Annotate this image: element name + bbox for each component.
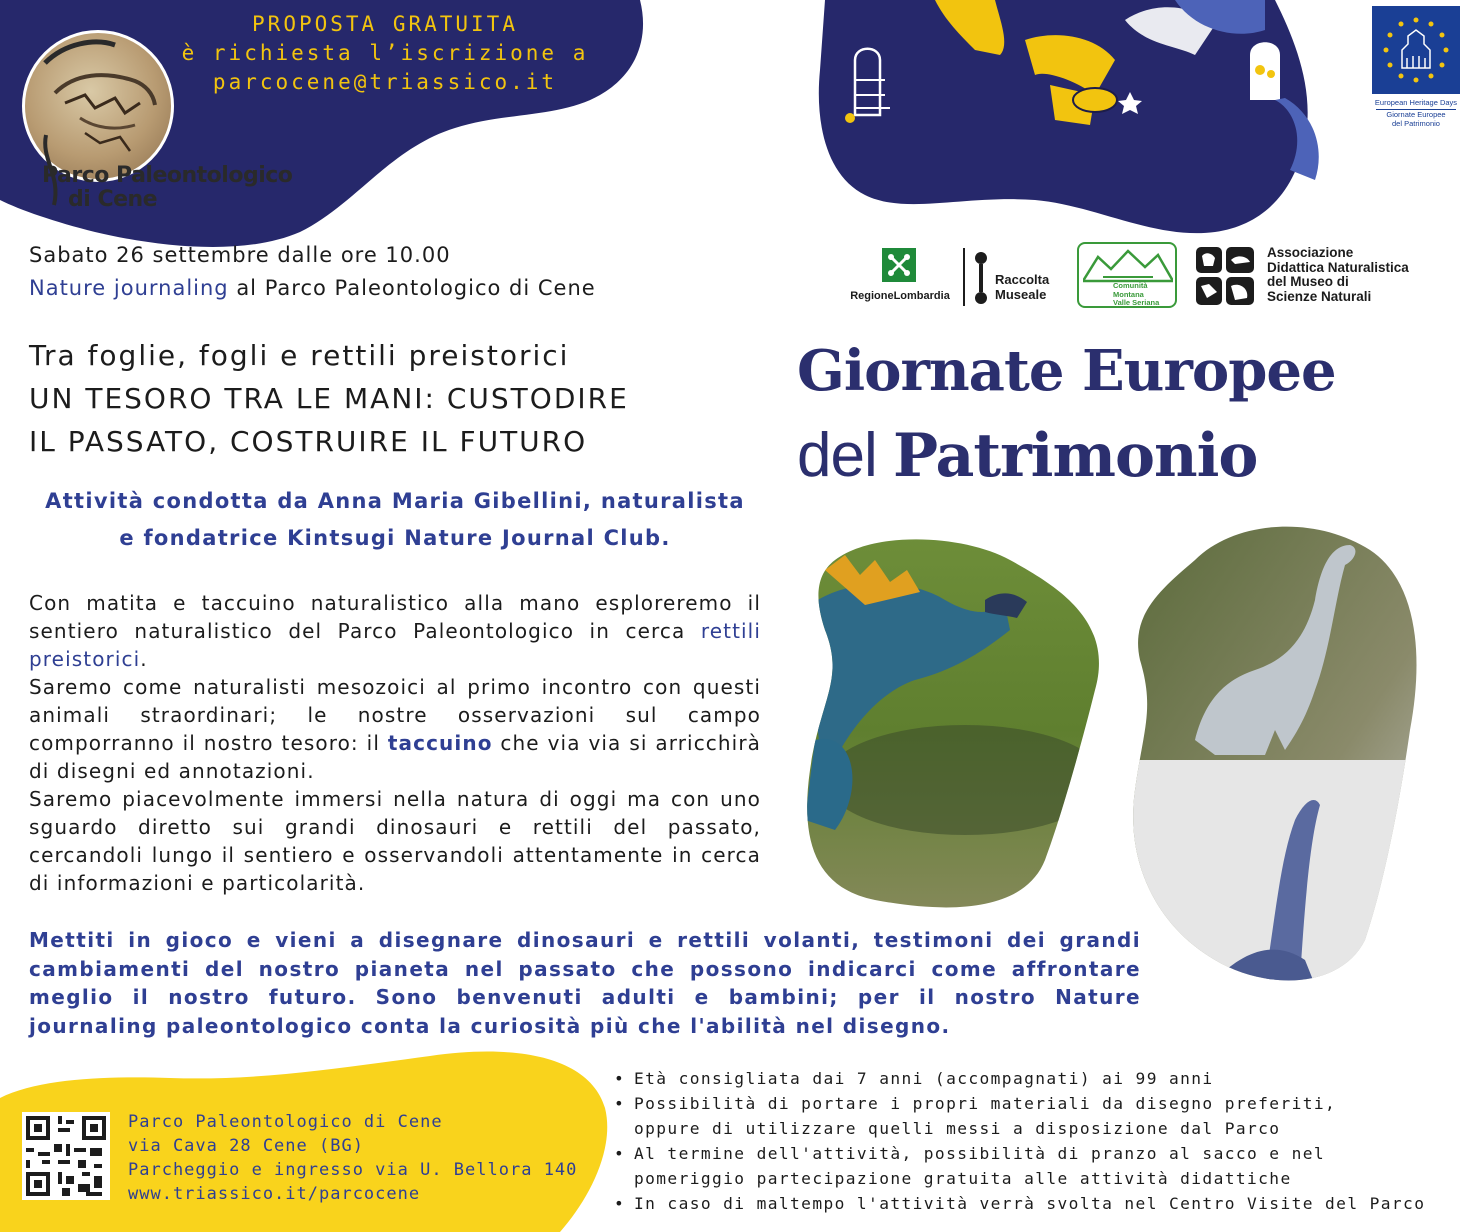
qr-code-icon [22,1112,110,1200]
description [29,589,761,897]
info-item-age: • Età consigliata dai 7 anni (accompagnati) ai 99 anni [612,1066,1462,1091]
promo-title: PROPOSTA GRATUITA [252,12,518,36]
event-date: Sabato 26 settembre dalle ore 10.00 [29,243,451,267]
promo-email[interactable]: parcocene@triassico.it [212,70,558,94]
animal-tiles-icon [1195,246,1255,306]
info-item-materials: • Possibilità di portare i propri materiali da disegno preferiti, [612,1091,1462,1116]
eu-flag-icon [1372,6,1460,94]
venue-name: Parco Paleontologico di Cene [128,1112,443,1132]
conducted-by-line-1: Attività condotta da Anna Maria Gibellini, naturalista [45,489,745,513]
landscape-icon [1083,247,1173,283]
raccolta-label-2: Museale [995,287,1047,302]
comunita-label-2: Montana [1113,289,1144,299]
highlight-taccuino: taccuino [387,731,493,755]
eu-heritage-logo [1368,6,1464,142]
sauropod-photo [1125,520,1435,985]
regione-lombardia-logo [845,242,955,308]
stegosaurus-photo [795,520,1125,940]
dinosaur-photos [795,520,1435,985]
assoc-label-4: Scienze Naturali [1267,288,1372,304]
heritage-days-del: del [797,421,893,490]
conducted-by-line-2: e fondatrice Kintsugi Nature Journal Club. [119,526,671,550]
comunita-label-3: Valle Seriana [1113,298,1160,307]
associazione-logo [1195,244,1465,308]
comunita-label-1: Comunità [1113,281,1148,290]
venue-website[interactable]: www.triassico.it/parcocene [128,1184,421,1204]
promo-subtitle: è richiesta l’iscrizione a [181,41,589,65]
venue-parking: Parcheggio e ingresso via U. Bellora 140 [128,1160,578,1180]
assoc-label-1: Associazione [1267,245,1354,260]
event-title [29,334,769,463]
highlight-rettili: rettili preistorici [29,619,761,671]
description-paragraph-2: Saremo come naturalisti mesozoici al primo incontro con questi animali straordinari; le nostre osservazioni sul campo comporranno il nostro tesoro: il taccuino che via via si arricchirà di disegni ed annotazioni. [29,675,762,783]
heritage-days-title: Giornate Europee [797,338,1336,404]
activity-name: Nature journaling [29,276,229,300]
description-paragraph-1: Con matita e taccuino naturalistico alla mano esploreremo il sentiero naturalistico del Parco Paleontologico in cerca rettili preistorici. [29,591,761,671]
assoc-label-2: Didattica Naturalistica [1267,259,1409,275]
logo-line-1: Parco Paleontologico [42,163,293,188]
title-line-2: UN TESORO TRA LE MANI: CUSTODIRE [29,382,629,415]
heritage-days-subtitle [797,420,1257,491]
info-list [612,1066,1462,1216]
location-text: al Parco Paleontologico di Cene [228,276,596,300]
call-to-action: Mettiti in gioco e vieni a disegnare dinosauri e rettili volanti, testimoni dei grandi cambiamenti del nostro pianeta nel passato che possono indicarci come affrontare meglio il nostro futuro. Sono benvenuti adulti e bambini; per il nostro Nature journaling paleontologico conta la curiosità più che l'abilità nel disegno. [29,928,1141,1038]
info-item-weather: • In caso di maltempo l'attività verrà svolta nel Centro Visite del Parco [612,1191,1462,1216]
conducted-by [29,483,761,557]
venue-street: via Cava 28 Cene (BG) [128,1136,364,1156]
eu-caption-en: European Heritage Days [1374,98,1458,107]
promo-block [150,10,620,97]
title-line-3: IL PASSATO, COSTRUIRE IL FUTURO [29,425,588,458]
regione-label: RegioneLombardia [850,290,950,302]
description-paragraph-3: Saremo piacevolmente immersi nella natura di oggi ma con uno sguardo diretto sui grandi dinosauri e rettili del passato, cercandoli lungo il sentiero e osservandoli attentamente in cerca di informazioni e particolarità. [29,787,761,895]
sponsor-logos [845,242,1465,312]
logo-wordmark [42,164,312,212]
logo-line-2: di Cene [68,187,158,212]
info-item-materials-cont: oppure di utilizzare quelli messi a disposizione dal Parco [634,1119,1281,1138]
lombardia-rose-icon [882,248,916,282]
venue-address [128,1110,577,1206]
title-line-1: Tra foglie, fogli e rettili preistorici [29,339,570,372]
keyhole-icon [973,250,989,306]
assoc-label-3: del Museo di [1267,274,1349,289]
qr-code[interactable] [22,1112,110,1200]
eu-caption-it-1: Giornate Europee [1386,110,1446,119]
comunita-montana-logo [1077,242,1177,308]
raccolta-label-1: Raccolta [995,272,1050,287]
raccolta-museale-logo [973,248,1063,308]
heritage-illustration [795,0,1365,235]
heritage-days-patrimonio: Patrimonio [892,421,1258,491]
eu-caption-it-2: del Patrimonio [1392,119,1440,128]
info-item-lunch: • Al termine dell'attività, possibilità di pranzo al sacco e nel [612,1141,1462,1166]
info-item-lunch-cont: pomeriggio partecipazione gratuita alle attività didattiche [634,1169,1292,1188]
event-location [29,276,596,300]
